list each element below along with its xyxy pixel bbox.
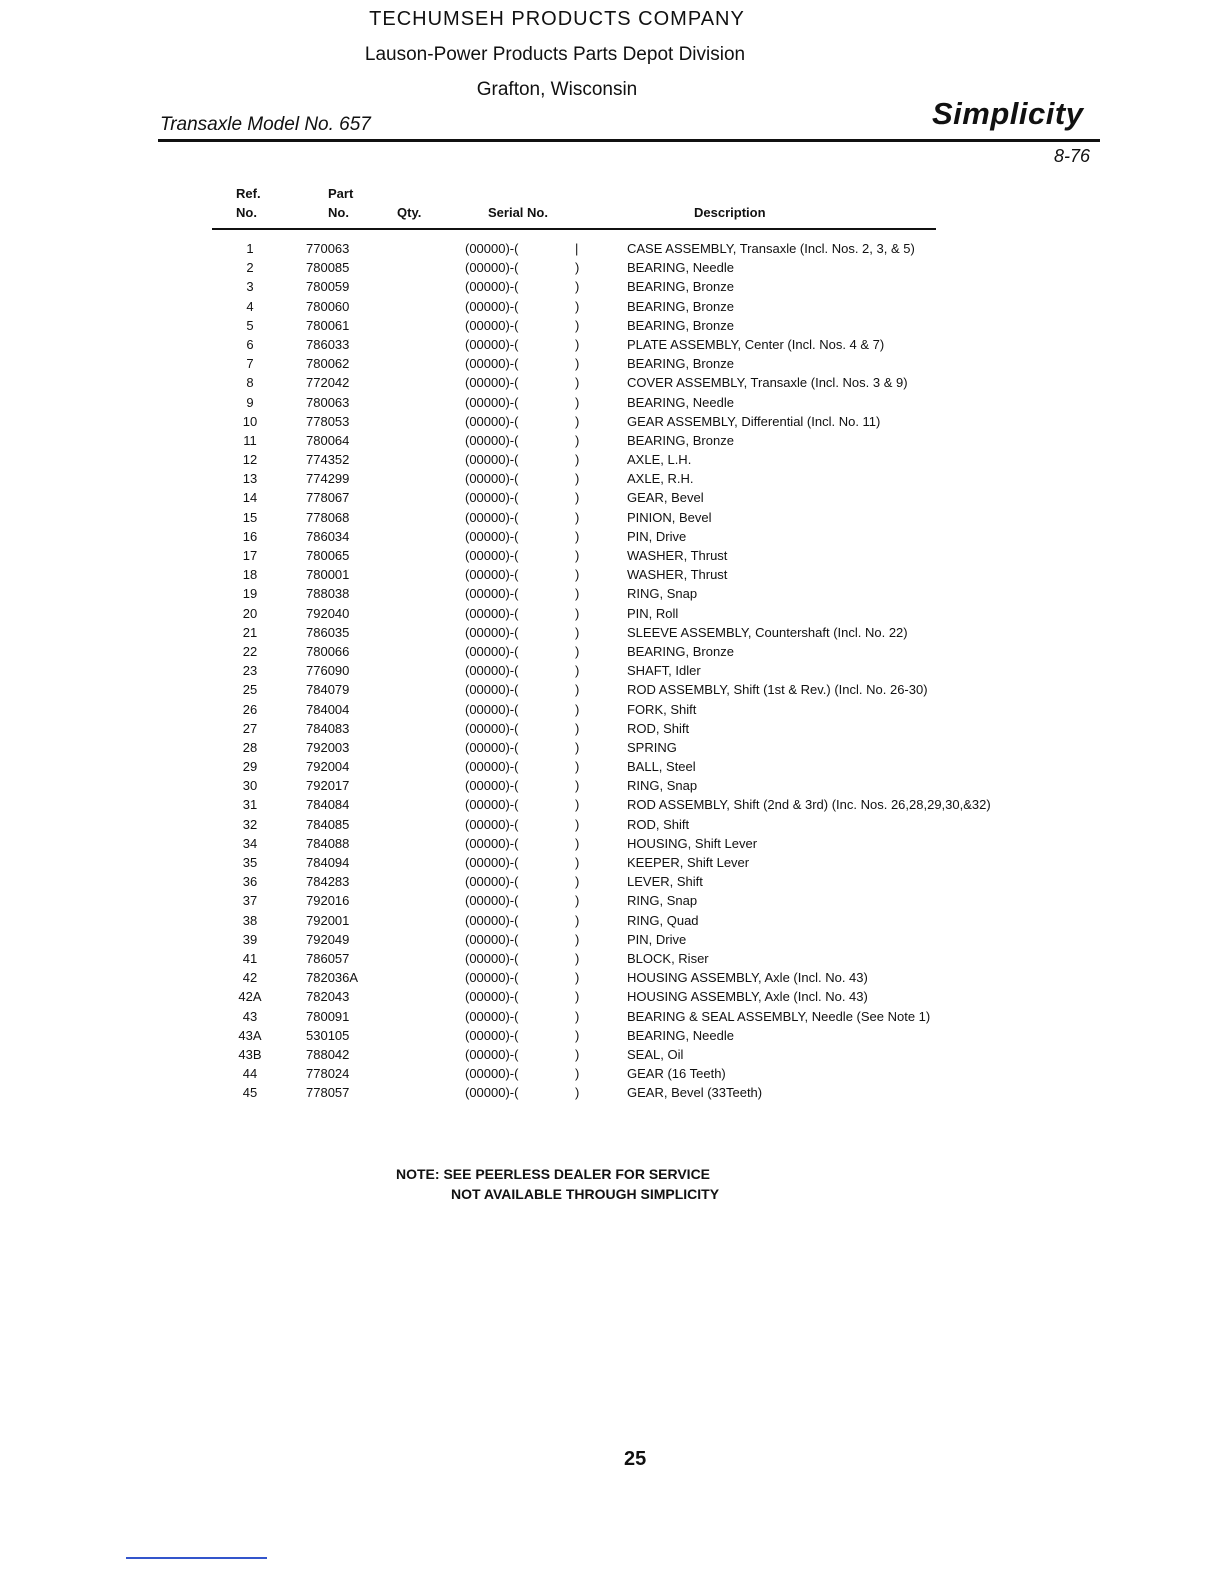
serial-bracket: | xyxy=(575,241,579,256)
part-number: 780059 xyxy=(306,279,350,295)
table-row xyxy=(0,719,1224,738)
table-row xyxy=(0,700,1224,719)
part-description: COVER ASSEMBLY, Transaxle (Incl. Nos. 3 & 9) xyxy=(627,375,908,391)
table-row xyxy=(0,853,1224,872)
ref-number: 28 xyxy=(242,739,258,755)
serial-bracket: ) xyxy=(575,548,580,563)
serial-number: (00000)-( xyxy=(465,356,519,372)
table-row xyxy=(0,393,1224,412)
ref-number: 14 xyxy=(242,490,258,506)
serial-bracket: ) xyxy=(575,1046,580,1062)
part-number: 784094 xyxy=(306,855,350,870)
ref-number: 8 xyxy=(246,375,254,391)
ref-number: 6 xyxy=(246,336,254,352)
table-row xyxy=(0,239,1224,258)
serial-bracket: ) xyxy=(575,1008,580,1024)
part-description: BEARING, Bronze xyxy=(627,432,734,448)
part-description: PIN, Drive xyxy=(627,931,687,947)
part-description: HOUSING, Shift Lever xyxy=(627,835,758,851)
table-row xyxy=(0,412,1224,431)
part-description: ROD, Shift xyxy=(627,720,690,736)
part-number: 778057 xyxy=(306,1085,350,1101)
part-number: 786057 xyxy=(306,950,350,966)
part-number: 778068 xyxy=(306,509,350,525)
serial-bracket: ) xyxy=(575,279,580,295)
ref-number: 41 xyxy=(242,950,258,966)
table-row xyxy=(0,1007,1224,1026)
ref-number: 2 xyxy=(246,260,254,276)
ref-number: 11 xyxy=(243,432,257,448)
serial-number: (00000)-( xyxy=(465,548,519,563)
part-number: 530105 xyxy=(306,1027,350,1043)
part-number: 784083 xyxy=(306,720,350,736)
table-row xyxy=(0,757,1224,776)
part-description: BEARING, Bronze xyxy=(627,643,734,659)
part-number: 784085 xyxy=(306,816,350,832)
serial-number: (00000)-( xyxy=(465,586,519,602)
serial-number: (00000)-( xyxy=(465,1046,519,1062)
table-row xyxy=(0,297,1224,316)
part-number: 786034 xyxy=(306,528,350,544)
ref-number: 39 xyxy=(242,931,258,947)
table-row xyxy=(0,949,1224,968)
serial-number: (00000)-( xyxy=(465,394,519,410)
company-name: TECHUMSEH PRODUCTS COMPANY xyxy=(369,8,745,30)
ref-number: 10 xyxy=(242,413,258,429)
serial-bracket: ) xyxy=(575,970,580,986)
serial-number: (00000)-( xyxy=(465,260,519,276)
serial-number: (00000)-( xyxy=(465,816,519,832)
serial-number: (00000)-( xyxy=(465,1085,519,1101)
part-number: 792040 xyxy=(306,605,350,621)
serial-number: (00000)-( xyxy=(465,298,519,314)
serial-number: (00000)-( xyxy=(465,1008,519,1024)
serial-bracket: ) xyxy=(575,701,580,717)
ref-number: 1 xyxy=(246,241,254,256)
table-row xyxy=(0,546,1224,565)
serial-bracket: ) xyxy=(575,490,580,506)
serial-bracket: ) xyxy=(575,759,580,775)
serial-number: (00000)-( xyxy=(465,874,519,890)
part-number: 780062 xyxy=(306,356,350,372)
ref-number: 29 xyxy=(242,759,258,775)
serial-number: (00000)-( xyxy=(465,528,519,544)
table-row xyxy=(0,891,1224,910)
ref-number: 27 xyxy=(242,720,258,736)
part-number: 786033 xyxy=(306,336,350,352)
serial-number: (00000)-( xyxy=(465,471,519,487)
part-description: BEARING, Bronze xyxy=(627,279,734,295)
serial-number: (00000)-( xyxy=(465,759,519,775)
serial-number: (00000)-( xyxy=(465,336,519,352)
part-description: SPRING xyxy=(627,739,677,755)
serial-bracket: ) xyxy=(575,912,580,928)
ref-number: 38 xyxy=(242,912,258,928)
serial-bracket: ) xyxy=(575,643,580,659)
ref-number: 42 xyxy=(242,970,258,986)
serial-bracket: ) xyxy=(575,989,580,1005)
table-row xyxy=(0,354,1224,373)
part-description: HOUSING ASSEMBLY, Axle (Incl. No. 43) xyxy=(627,970,868,986)
serial-bracket: ) xyxy=(575,855,580,870)
table-row xyxy=(0,584,1224,603)
serial-bracket: ) xyxy=(575,336,580,352)
serial-bracket: ) xyxy=(575,317,580,333)
part-number: 792017 xyxy=(306,778,350,794)
part-number: 788042 xyxy=(306,1046,350,1062)
part-description: RING, Snap xyxy=(627,893,698,909)
part-description: BEARING, Needle xyxy=(627,1027,734,1043)
part-number: 792016 xyxy=(306,893,350,909)
part-number: 780066 xyxy=(306,643,350,659)
ref-number: 13 xyxy=(242,471,258,487)
part-description: PLATE ASSEMBLY, Center (Incl. Nos. 4 & 7) xyxy=(627,336,885,352)
serial-number: (00000)-( xyxy=(465,490,519,506)
serial-bracket: ) xyxy=(575,356,580,372)
ref-number: 37 xyxy=(242,893,258,909)
part-number: 792001 xyxy=(306,912,350,928)
location: Grafton, Wisconsin xyxy=(476,79,638,100)
header-rule xyxy=(158,139,1100,142)
serial-bracket: ) xyxy=(575,778,580,794)
table-row xyxy=(0,1064,1224,1083)
part-number: 792049 xyxy=(306,931,350,947)
serial-number: (00000)-( xyxy=(465,432,519,448)
table-row xyxy=(0,488,1224,507)
page-number: 25 xyxy=(624,1448,647,1470)
table-row xyxy=(0,527,1224,546)
serial-bracket: ) xyxy=(575,835,580,851)
part-description: ROD ASSEMBLY, Shift (1st & Rev.) (Incl. No. 26-30) xyxy=(627,682,928,698)
part-number: 784084 xyxy=(306,797,350,813)
part-description: LEVER, Shift xyxy=(627,874,703,890)
table-row xyxy=(0,930,1224,949)
part-number: 778067 xyxy=(306,490,350,506)
table-row xyxy=(0,795,1224,814)
serial-number: (00000)-( xyxy=(465,375,519,391)
part-number: 788038 xyxy=(306,586,350,602)
ref-number: 42A xyxy=(238,989,262,1005)
part-number: 780061 xyxy=(306,317,350,333)
ref-number: 15 xyxy=(242,509,258,525)
serial-number: (00000)-( xyxy=(465,912,519,928)
serial-bracket: ) xyxy=(575,893,580,909)
serial-bracket: ) xyxy=(575,663,580,679)
ref-number: 30 xyxy=(242,778,258,794)
ref-number: 17 xyxy=(242,548,258,563)
part-description: ROD ASSEMBLY, Shift (2nd & 3rd) (Inc. Nos. 26,28,29,30,&32) xyxy=(627,797,991,813)
serial-number: (00000)-( xyxy=(465,701,519,717)
column-header-description: Description xyxy=(694,205,766,220)
ref-number: 23 xyxy=(242,663,258,679)
serial-bracket: ) xyxy=(575,1027,580,1043)
part-description: SEAL, Oil xyxy=(627,1046,684,1062)
part-number: 792003 xyxy=(306,739,350,755)
ref-number: 43B xyxy=(238,1046,262,1062)
table-row xyxy=(0,565,1224,584)
part-number: 774299 xyxy=(306,471,350,487)
part-description: CASE ASSEMBLY, Transaxle (Incl. Nos. 2, 3, & 5) xyxy=(627,241,915,256)
serial-number: (00000)-( xyxy=(465,1066,519,1082)
part-description: BALL, Steel xyxy=(627,759,696,775)
part-description: PIN, Drive xyxy=(627,528,687,544)
part-number: 780085 xyxy=(306,260,350,276)
ref-number: 9 xyxy=(246,394,254,410)
serial-number: (00000)-( xyxy=(465,605,519,621)
serial-bracket: ) xyxy=(575,432,580,448)
part-number: 786035 xyxy=(306,624,350,640)
ref-number: 36 xyxy=(242,874,258,890)
ref-number: 4 xyxy=(246,298,254,314)
part-description: BEARING, Needle xyxy=(627,260,734,276)
footer-rule xyxy=(126,1557,267,1559)
ref-number: 45 xyxy=(242,1085,258,1101)
part-description: HOUSING ASSEMBLY, Axle (Incl. No. 43) xyxy=(627,989,868,1005)
model-number: Transaxle Model No. 657 xyxy=(160,114,371,135)
table-row xyxy=(0,373,1224,392)
service-note-line-1: NOTE: SEE PEERLESS DEALER FOR SERVICE xyxy=(396,1166,711,1182)
part-number: 780001 xyxy=(306,567,350,583)
part-number: 784079 xyxy=(306,682,350,698)
table-row xyxy=(0,469,1224,488)
table-row xyxy=(0,911,1224,930)
serial-bracket: ) xyxy=(575,682,580,698)
serial-bracket: ) xyxy=(575,1066,580,1082)
table-row xyxy=(0,450,1224,469)
part-description: AXLE, R.H. xyxy=(627,471,694,487)
ref-number: 12 xyxy=(242,452,258,468)
part-number: 778053 xyxy=(306,413,350,429)
column-header-ref xyxy=(236,184,261,222)
part-number: 784283 xyxy=(306,874,350,890)
part-description: ROD, Shift xyxy=(627,816,690,832)
parts-table xyxy=(0,239,1224,1102)
serial-bracket: ) xyxy=(575,567,580,583)
serial-bracket: ) xyxy=(575,931,580,947)
column-header-part xyxy=(328,184,353,222)
ref-number: 22 xyxy=(242,643,258,659)
ref-number: 5 xyxy=(246,317,254,333)
ref-number: 43 xyxy=(242,1008,258,1024)
table-row xyxy=(0,316,1224,335)
part-number: 772042 xyxy=(306,375,350,391)
table-row xyxy=(0,680,1224,699)
brand-logo: Simplicity xyxy=(932,96,1084,131)
part-description: BEARING & SEAL ASSEMBLY, Needle (See Note 1) xyxy=(627,1008,931,1024)
ref-number: 43A xyxy=(238,1027,262,1043)
serial-bracket: ) xyxy=(575,509,580,525)
part-number: 776090 xyxy=(306,663,350,679)
part-number: 792004 xyxy=(306,759,350,775)
table-row xyxy=(0,642,1224,661)
table-row xyxy=(0,431,1224,450)
ref-number: 32 xyxy=(242,816,258,832)
table-row xyxy=(0,968,1224,987)
part-label: Part No. xyxy=(328,186,354,220)
table-row xyxy=(0,815,1224,834)
ref-number: 26 xyxy=(242,701,258,717)
part-description: GEAR (16 Teeth) xyxy=(627,1066,726,1082)
part-description: GEAR ASSEMBLY, Differential (Incl. No. 11) xyxy=(627,413,881,429)
serial-bracket: ) xyxy=(575,720,580,736)
serial-bracket: ) xyxy=(575,605,580,621)
part-description: RING, Quad xyxy=(627,912,699,928)
serial-number: (00000)-( xyxy=(465,509,519,525)
serial-number: (00000)-( xyxy=(465,452,519,468)
serial-number: (00000)-( xyxy=(465,1027,519,1043)
ref-number: 19 xyxy=(242,586,258,602)
part-description: BEARING, Bronze xyxy=(627,298,734,314)
part-description: KEEPER, Shift Lever xyxy=(627,855,750,870)
division-name: Lauson-Power Products Parts Depot Division xyxy=(364,44,746,65)
part-number: 780063 xyxy=(306,394,350,410)
serial-bracket: ) xyxy=(575,298,580,314)
serial-bracket: ) xyxy=(575,528,580,544)
serial-number: (00000)-( xyxy=(465,624,519,640)
part-number: 784004 xyxy=(306,701,350,717)
part-description: FORK, Shift xyxy=(627,701,697,717)
part-description: WASHER, Thrust xyxy=(627,548,728,563)
serial-number: (00000)-( xyxy=(465,567,519,583)
serial-number: (00000)-( xyxy=(465,643,519,659)
serial-bracket: ) xyxy=(575,452,580,468)
serial-number: (00000)-( xyxy=(465,682,519,698)
part-number: 784088 xyxy=(306,835,350,851)
ref-number: 35 xyxy=(242,855,258,870)
serial-number: (00000)-( xyxy=(465,970,519,986)
serial-number: (00000)-( xyxy=(465,663,519,679)
serial-bracket: ) xyxy=(575,375,580,391)
serial-number: (00000)-( xyxy=(465,797,519,813)
part-number: 778024 xyxy=(306,1066,350,1082)
table-row xyxy=(0,623,1224,642)
serial-bracket: ) xyxy=(575,260,580,276)
serial-bracket: ) xyxy=(575,413,580,429)
serial-number: (00000)-( xyxy=(465,413,519,429)
serial-bracket: ) xyxy=(575,950,580,966)
column-header-serial: Serial No. xyxy=(488,205,548,220)
part-number: 780060 xyxy=(306,298,350,314)
serial-number: (00000)-( xyxy=(465,739,519,755)
serial-number: (00000)-( xyxy=(465,950,519,966)
table-row xyxy=(0,776,1224,795)
table-row xyxy=(0,258,1224,277)
serial-bracket: ) xyxy=(575,1085,580,1101)
part-description: RING, Snap xyxy=(627,586,698,602)
serial-bracket: ) xyxy=(575,394,580,410)
part-number: 770063 xyxy=(306,241,350,256)
serial-number: (00000)-( xyxy=(465,317,519,333)
table-row xyxy=(0,277,1224,296)
table-row xyxy=(0,661,1224,680)
ref-number: 18 xyxy=(242,567,258,583)
ref-label: Ref. No. xyxy=(236,186,261,220)
ref-number: 20 xyxy=(242,605,258,621)
ref-number: 7 xyxy=(246,356,254,372)
serial-number: (00000)-( xyxy=(465,931,519,947)
table-row xyxy=(0,604,1224,623)
serial-bracket: ) xyxy=(575,739,580,755)
part-description: BEARING, Needle xyxy=(627,394,734,410)
table-header-rule xyxy=(212,228,936,230)
table-row xyxy=(0,1026,1224,1045)
ref-number: 3 xyxy=(246,279,254,295)
table-row xyxy=(0,872,1224,891)
part-description: WASHER, Thrust xyxy=(627,567,728,583)
service-note-line-2: NOT AVAILABLE THROUGH SIMPLICITY xyxy=(451,1186,720,1202)
part-number: 782043 xyxy=(306,989,350,1005)
serial-number: (00000)-( xyxy=(465,279,519,295)
part-number: 780065 xyxy=(306,548,350,563)
ref-number: 21 xyxy=(242,624,258,640)
serial-bracket: ) xyxy=(575,471,580,487)
part-description: SHAFT, Idler xyxy=(627,663,701,679)
table-row xyxy=(0,1045,1224,1064)
serial-number: (00000)-( xyxy=(465,989,519,1005)
part-description: GEAR, Bevel (33Teeth) xyxy=(627,1085,763,1101)
serial-number: (00000)-( xyxy=(465,835,519,851)
part-number: 774352 xyxy=(306,452,350,468)
part-description: GEAR, Bevel xyxy=(627,490,704,506)
serial-bracket: ) xyxy=(575,816,580,832)
ref-number: 31 xyxy=(242,797,258,813)
part-description: BEARING, Bronze xyxy=(627,356,734,372)
part-number: 780064 xyxy=(306,432,350,448)
ref-number: 34 xyxy=(242,835,258,851)
part-number: 780091 xyxy=(306,1008,350,1024)
table-row xyxy=(0,508,1224,527)
part-description: PIN, Roll xyxy=(627,605,679,621)
serial-number: (00000)-( xyxy=(465,241,519,256)
table-row xyxy=(0,834,1224,853)
serial-bracket: ) xyxy=(575,624,580,640)
serial-number: (00000)-( xyxy=(465,720,519,736)
serial-number: (00000)-( xyxy=(465,855,519,870)
part-description: PINION, Bevel xyxy=(627,509,712,525)
table-row xyxy=(0,987,1224,1006)
part-description: BLOCK, Riser xyxy=(627,950,709,966)
part-number: 782036A xyxy=(306,970,359,986)
part-description: AXLE, L.H. xyxy=(627,452,692,468)
part-description: BEARING, Bronze xyxy=(627,317,734,333)
ref-number: 16 xyxy=(242,528,258,544)
revision-date: 8-76 xyxy=(1054,146,1091,166)
column-header-qty: Qty. xyxy=(397,205,422,220)
table-row xyxy=(0,335,1224,354)
ref-number: 25 xyxy=(242,682,258,698)
serial-number: (00000)-( xyxy=(465,893,519,909)
serial-bracket: ) xyxy=(575,586,580,602)
table-row xyxy=(0,1083,1224,1102)
serial-number: (00000)-( xyxy=(465,778,519,794)
part-description: RING, Snap xyxy=(627,778,698,794)
ref-number: 44 xyxy=(242,1066,258,1082)
table-row xyxy=(0,738,1224,757)
serial-bracket: ) xyxy=(575,874,580,890)
serial-bracket: ) xyxy=(575,797,580,813)
part-description: SLEEVE ASSEMBLY, Countershaft (Incl. No. 22) xyxy=(627,624,908,640)
